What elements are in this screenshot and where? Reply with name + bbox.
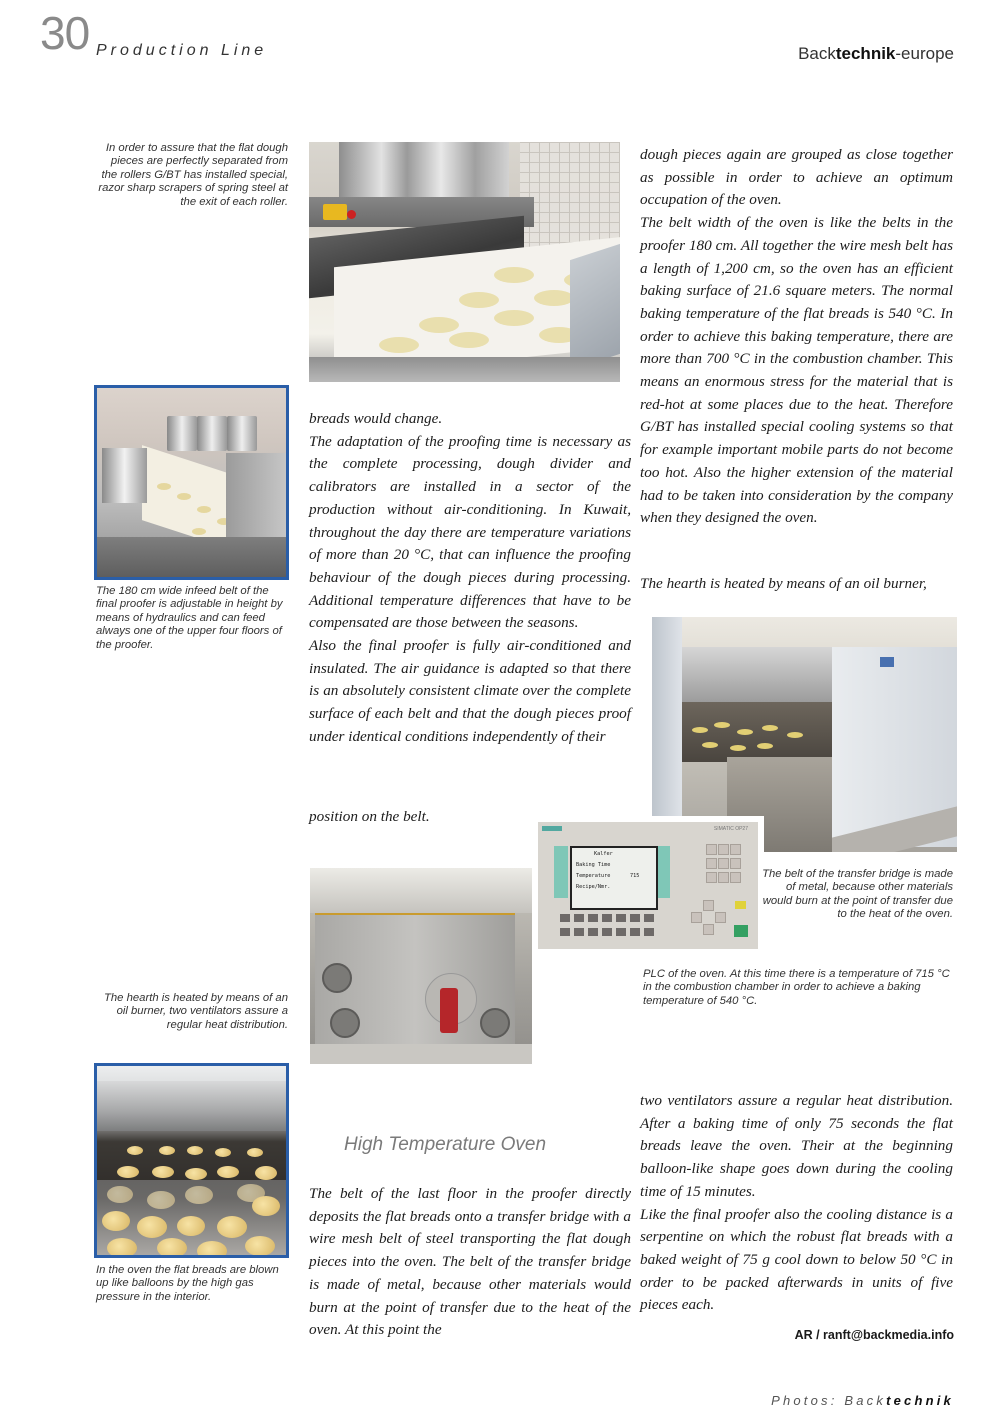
page-number: 30 [40, 7, 90, 59]
bread [217, 1216, 247, 1238]
dough-piece [730, 745, 746, 751]
bread [187, 1146, 203, 1155]
paragraph: The belt width of the oven is like the belts in the proofer 180 cm. All together the wire mesh belt has a length of 1,200 cm, so the oven has an efficient baking surface of 21.6 square meters. The normal baking temperature of the flat breads is 540 °C. In order to achieve this baking temperature, there are more than 700 °C in the combustion chamber. This means an enormous stress for the material that is red-hot at some places due to the heat. Therefore G/BT has installed special cooling systems so that for example important mobile parts do not become too hot. Also the higher extension of the material had to be taken into consideration by the company when they designed the oven. [640, 214, 953, 527]
dough-piece [702, 742, 718, 748]
numeric-key [718, 858, 729, 869]
screen-row-recipe: Recipe/Nmr. [576, 884, 611, 890]
photo-balloon-breads [94, 1063, 289, 1258]
numeric-key [718, 844, 729, 855]
screen-row-temperature: Temperature [576, 873, 611, 879]
wall [652, 617, 682, 852]
function-key [574, 928, 584, 936]
article-column-right-top [640, 144, 953, 530]
function-key [560, 914, 570, 922]
dough-piece [177, 493, 191, 500]
function-key [630, 928, 640, 936]
panel-label: SIMATIC OP27 [713, 826, 748, 832]
hopper-large [102, 448, 147, 503]
gbt-logo [880, 657, 894, 667]
ventilator [322, 963, 352, 993]
screen-temperature-value: 715 [630, 873, 640, 879]
caption-transfer-bridge: The belt of the transfer bridge is made of metal, because other materials would burn at the point of transfer due to the heat of the oven. [762, 868, 953, 921]
arrow-right-key [715, 912, 726, 923]
arrow-down-key [703, 924, 714, 935]
caption-plc: PLC of the oven. At this time there is a temperature of 715 °C in the combustion chamber in order to achieve a baking temperature of 540 °C. [643, 968, 950, 1007]
machine-frame [309, 357, 620, 382]
function-key [644, 928, 654, 936]
photo-plc-panel [538, 822, 758, 949]
dough-piece [787, 732, 803, 738]
numeric-key [706, 872, 717, 883]
bread [127, 1146, 143, 1155]
hopper [167, 416, 197, 451]
function-key [616, 914, 626, 922]
brand-prefix: Back [798, 44, 836, 63]
article-column-middle-bottom [309, 1183, 631, 1342]
ceiling [310, 868, 532, 913]
ventilator [330, 1008, 360, 1038]
oven-hood [682, 647, 832, 702]
floor [310, 1044, 532, 1064]
dough-piece [762, 725, 778, 731]
bread [152, 1166, 174, 1178]
hoppers [339, 142, 509, 197]
softkey-strip [554, 846, 568, 898]
numeric-key [730, 858, 741, 869]
numeric-key [706, 844, 717, 855]
machine-base [97, 537, 286, 577]
paragraph: The adaptation of the proofing time is necessary as the complete processing, dough divider and calibrators are installed in a sector of the production without air-conditioning. In Kuwait, throughout the day there are temperature variations of more than 20 °C, that can influence the proofing behaviour of the dough pieces during processing. Additional temperature differences that have to be compensated are those between the seasons. [309, 432, 631, 632]
paragraph: Also the final proofer is fully air-conditioned and insulated. The air guidance is adapted so that there is an absolutely consistent climate over the complete surface of each belt and that the dough pieces proof under identical conditions independently of their [309, 637, 631, 745]
function-key [602, 928, 612, 936]
article-column-middle-top [309, 408, 631, 749]
bread [159, 1146, 175, 1155]
bread [185, 1168, 207, 1180]
bread [102, 1211, 130, 1231]
paragraph-tail-middle: position on the belt. [309, 808, 430, 825]
bread [252, 1196, 280, 1216]
hopper [197, 416, 227, 451]
paragraph-tail-right: The hearth is heated by means of an oil burner, [640, 575, 927, 592]
paragraph: Like the final proofer also the cooling distance is a serpentine on which the robust flat breads with a baked weight of 75 g cool down to below 50 °C in order to be packed afterwards in units of five pieces each. [640, 1205, 953, 1314]
function-key [588, 928, 598, 936]
emergency-switch [323, 204, 347, 220]
oven-hood [97, 1081, 286, 1131]
bread [215, 1148, 231, 1157]
paragraph: two ventilators assure a regular heat distribution. After a baking time of only 75 seconds the flat breads leave the oven. Their at the beginning balloon-like shape goes down during the cooling time of 15 minutes. [640, 1092, 953, 1200]
dough-piece [157, 483, 171, 490]
dough-piece [757, 743, 773, 749]
bread [177, 1216, 205, 1236]
dough-piece [534, 290, 574, 306]
brand-suffix: -europe [895, 44, 954, 63]
dough-piece [449, 332, 489, 348]
dough-piece [714, 722, 730, 728]
subheading: High Temperature Oven [344, 1134, 547, 1155]
dough-piece [494, 267, 534, 283]
dough-piece [197, 506, 211, 513]
function-key [588, 914, 598, 922]
ack-key [735, 901, 746, 909]
paragraph: breads would change. [309, 410, 443, 427]
bread [137, 1216, 167, 1238]
numeric-key [730, 844, 741, 855]
arrow-left-key [691, 912, 702, 923]
enter-key [734, 925, 748, 937]
photo-credit-bold: technik [886, 1393, 954, 1408]
numeric-key [706, 858, 717, 869]
bread [197, 1241, 227, 1258]
caption-rollers: In order to assure that the flat dough pieces are perfectly separated from the rollers G/BT has installed special, razor sharp scrapers of spring steel at the exit of each roller. [98, 142, 288, 208]
caption-balloon-breads: In the oven the flat breads are blown up like balloons by the high gas pressure in the interior. [96, 1264, 279, 1303]
softkey-strip [656, 846, 670, 898]
bread [247, 1148, 263, 1157]
photo-transfer-bridge [652, 617, 957, 852]
bread [107, 1238, 137, 1258]
numeric-key [730, 872, 741, 883]
dough-piece [692, 727, 708, 733]
dough-piece [494, 310, 534, 326]
function-key [616, 928, 626, 936]
caption-infeed-belt: The 180 cm wide infeed belt of the final proofer is adjustable in height by means of hydraulics and can feed always one of the upper four floors of the proofer. [96, 585, 283, 651]
arrow-up-key [703, 900, 714, 911]
dough-piece [192, 528, 206, 535]
screen-row-baking-time: Baking Time [576, 862, 611, 868]
author-credit: AR / ranft@backmedia.info [794, 1328, 954, 1342]
scraper-guard [570, 244, 620, 370]
magazine-brand [798, 44, 954, 64]
dough-piece [379, 337, 419, 353]
siemens-tag [542, 826, 562, 831]
dough-piece [419, 317, 459, 333]
photo-dough-rollers [309, 142, 620, 382]
numeric-key [718, 872, 729, 883]
function-key [602, 914, 612, 922]
ventilator [480, 1008, 510, 1038]
paragraph: The belt of the last floor in the proofer directly deposits the flat breads onto a transfer bridge with a wire mesh belt of steel transporting the flat dough pieces into the oven. The belt of the transfer bridge is made of metal, because other materials would burn at the point of transfer due to the heat of the oven. At this point the [309, 1185, 631, 1339]
function-key [560, 928, 570, 936]
photo-credit-prefix: Photos: Back [771, 1393, 887, 1408]
function-key [630, 914, 640, 922]
paragraph: dough pieces again are grouped as close together as possible in order to achieve an optimum occupation of the oven. [640, 146, 953, 209]
photo-credit [771, 1393, 954, 1408]
photo-oil-burner [310, 868, 532, 1064]
caption-hearth: The hearth is heated by means of an oil burner, two ventilators assure a regular heat distribution. [103, 992, 288, 1031]
oil-burner [440, 988, 458, 1033]
bread [117, 1166, 139, 1178]
bread [255, 1166, 277, 1180]
dough-piece [737, 729, 753, 735]
plc-screen [570, 846, 658, 910]
function-key [574, 914, 584, 922]
dough-piece [459, 292, 499, 308]
bread [245, 1236, 275, 1256]
bread [157, 1238, 187, 1258]
screen-title: Kalfer [594, 851, 613, 857]
photo-infeed-belt [94, 385, 289, 580]
function-key [644, 914, 654, 922]
article-column-right-bottom [640, 1090, 953, 1317]
stop-button [347, 210, 356, 219]
hopper [227, 416, 257, 451]
brand-bold: technik [835, 44, 896, 63]
section-title: Production Line [96, 42, 268, 59]
bread [217, 1166, 239, 1178]
